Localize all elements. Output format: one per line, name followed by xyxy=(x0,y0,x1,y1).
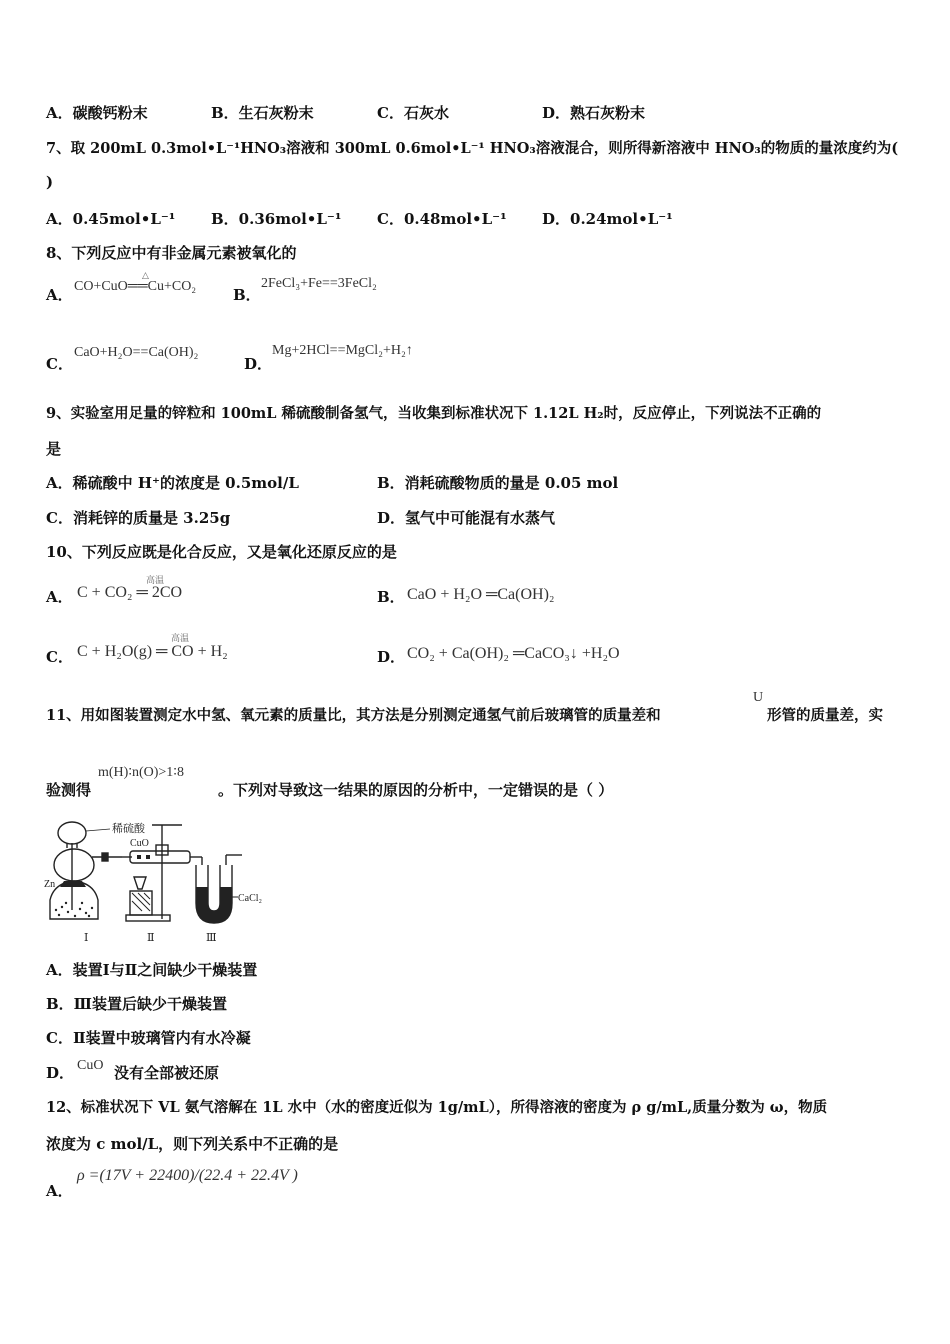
label-i: Ⅰ xyxy=(84,932,89,944)
q10-option-c-condition: 高温 xyxy=(171,634,190,644)
q6-option-d: D．熟石灰粉末 xyxy=(542,104,646,122)
q11-stem-part2: 形管的质量差，实 xyxy=(767,707,883,724)
q8-option-d-label: D． xyxy=(244,355,273,373)
q9-option-a: A．稀硫酸中 H⁺的浓度是 0.5mol/L xyxy=(46,474,299,492)
q10-option-a-formula: C + CO₂ ═ 2CO xyxy=(77,584,183,601)
q11-stem-part1: 11、用如图装置测定水中氢、氧元素的质量比，其方法是分别测定通氢气前后玻璃管的质量差和 xyxy=(46,707,661,724)
q10-option-c-label: C． xyxy=(46,648,73,666)
q7-option-b: B．0.36mol•L⁻¹ xyxy=(211,210,342,228)
q12-stem-line2: 浓度为 c mol/L，则下列关系中不正确的是 xyxy=(46,1135,339,1153)
q11-stem-line2-part1: 验测得 xyxy=(46,781,92,799)
q10-stem: 10、下列反应既是化合反应，又是氧化还原反应的是 xyxy=(46,543,397,561)
q8-option-a-label: A． xyxy=(46,286,73,304)
q11-option-a: A．装置Ⅰ与Ⅱ之间缺少干燥装置 xyxy=(46,961,258,979)
q11-option-d-formula: CuO xyxy=(77,1058,104,1073)
label-cuo: CuO xyxy=(130,838,149,849)
q12-option-a-label: A． xyxy=(46,1182,73,1200)
q8-option-a-formula: CO+CuO══Cu+CO₂ xyxy=(74,279,197,294)
q9-option-d: D．氢气中可能混有水蒸气 xyxy=(377,509,556,527)
q12-option-a-formula: ρ =(17V + 22400)/(22.4 + 22.4V ) xyxy=(77,1167,298,1184)
q11-stem-line2-part2: 。下列对导致这一结果的原因的分析中，一定错误的是（ ） xyxy=(218,781,614,799)
q8-option-c-formula: CaO+H₂O==Ca(OH)₂ xyxy=(74,345,199,360)
q8-option-b-label: B． xyxy=(233,286,261,304)
q7-option-d: D．0.24mol•L⁻¹ xyxy=(542,210,673,228)
q10-option-c-formula: C + H₂O(g) ═ CO + H₂ xyxy=(77,643,228,660)
q10-option-b-formula: CaO + H₂O ═Ca(OH)₂ xyxy=(407,586,555,603)
q10-option-a-condition: 高温 xyxy=(146,576,165,586)
q9-stem-line2: 是 xyxy=(46,440,62,458)
q10-option-d-formula: CO₂ + Ca(OH)₂ ═CaCO₃↓ +H₂O xyxy=(407,645,620,662)
q8-option-c-label: C． xyxy=(46,355,73,373)
q6-option-b: B．生石灰粉末 xyxy=(211,104,314,122)
q6-option-c: C．石灰水 xyxy=(377,104,449,122)
q12-stem-line1: 12、标准状况下 VL 氨气溶解在 1L 水中（水的密度近似为 1g/mL），所得溶液的密度为 ρ g/mL,质量分数为 ω，物质 xyxy=(46,1099,828,1116)
q10-option-a-label: A． xyxy=(46,588,73,606)
q7-option-c: C．0.48mol•L⁻¹ xyxy=(377,210,507,228)
q11-option-d-text: 没有全部被还原 xyxy=(114,1064,220,1082)
q6-option-a: A．碳酸钙粉末 xyxy=(46,104,148,122)
q7-stem-line1: 7、取 200mL 0.3mol•L⁻¹HNO₃溶液和 300mL 0.6mol•L⁻¹ HNO₃溶液混合，则所得新溶液中 HNO₃的物质的量浓度约为( xyxy=(46,140,899,157)
q7-stem-line2: ) xyxy=(46,173,54,191)
apparatus-i-kipp xyxy=(50,822,122,919)
label-cacl2: CaCl₂ xyxy=(238,893,263,904)
q11-option-c: C．Ⅱ装置中玻璃管内有水冷凝 xyxy=(46,1029,251,1047)
q8-option-b-formula: 2FeCl₃+Fe==3FeCl₂ xyxy=(261,276,377,291)
q9-stem-line1: 9、实验室用足量的锌粒和 100mL 稀硫酸制备氢气，当收集到标准状况下 1.12L H₂时，反应停止，下列说法不正确的 xyxy=(46,405,822,422)
label-acid: 稀硫酸 xyxy=(112,823,145,835)
q9-option-c: C．消耗锌的质量是 3.25g xyxy=(46,509,231,527)
q9-option-b: B．消耗硫酸物质的量是 0.05 mol xyxy=(377,474,619,492)
q11-option-d-label: D． xyxy=(46,1064,75,1082)
label-ii: Ⅱ xyxy=(147,932,155,944)
q11-stem-ratio: m(H)∶n(O)>1∶8 xyxy=(98,765,184,780)
q8-option-a-condition: △ xyxy=(142,271,149,281)
q7-option-a: A．0.45mol•L⁻¹ xyxy=(46,210,176,228)
apparatus-diagram xyxy=(42,815,282,945)
q8-option-d-formula: Mg+2HCl==MgCl₂+H₂↑ xyxy=(272,343,413,358)
q10-option-d-label: D． xyxy=(377,648,406,666)
label-zn: Zn xyxy=(44,879,56,890)
label-iii: Ⅲ xyxy=(206,932,217,944)
q11-option-b: B．Ⅲ装置后缺少干燥装置 xyxy=(46,995,227,1013)
q10-option-b-label: B． xyxy=(377,588,405,606)
q8-stem: 8、下列反应中有非金属元素被氧化的 xyxy=(46,244,297,262)
q11-stem-u: U xyxy=(753,690,764,705)
